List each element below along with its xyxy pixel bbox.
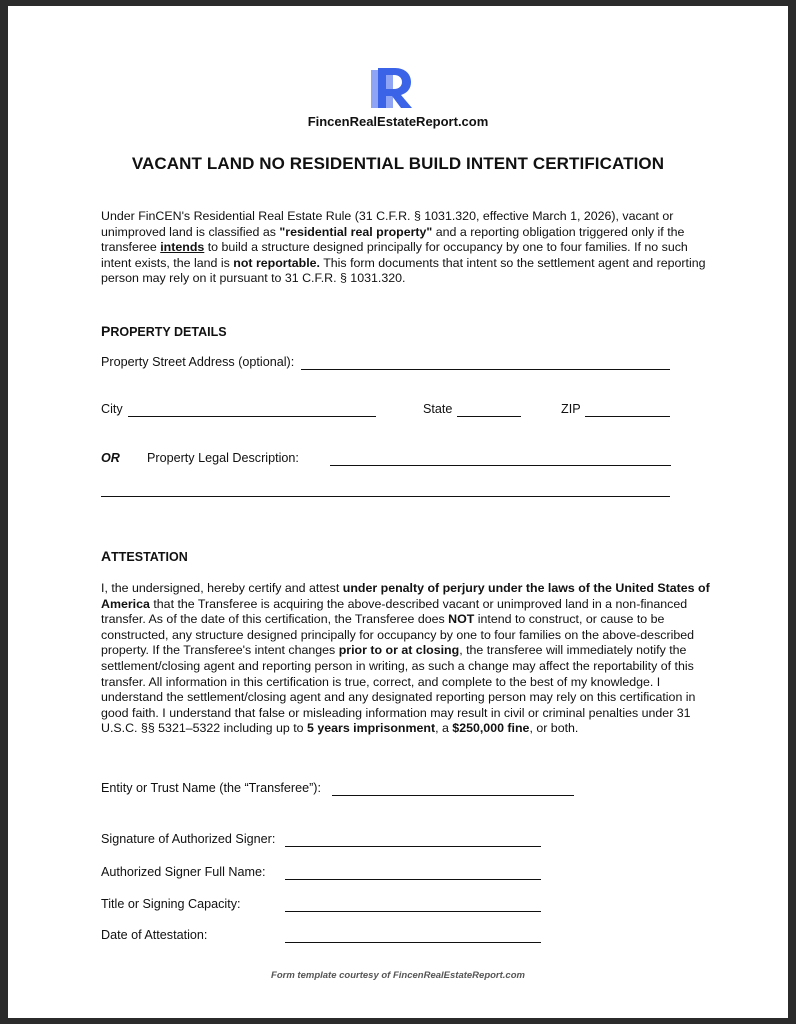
- attestation-date-field[interactable]: [285, 942, 541, 943]
- signing-capacity-label: Title or Signing Capacity:: [101, 897, 241, 911]
- signing-capacity-field[interactable]: [285, 911, 541, 912]
- state-label: State: [423, 402, 453, 416]
- street-address-label: Property Street Address (optional):: [101, 355, 295, 369]
- city-label: City: [101, 402, 123, 416]
- brand-logo-icon: [364, 64, 416, 110]
- legal-description-label: Property Legal Description:: [147, 451, 299, 465]
- entity-name-field[interactable]: [332, 795, 574, 796]
- state-field[interactable]: [457, 416, 521, 417]
- intro-paragraph: Under FinCEN's Residential Real Estate Rule (31 C.F.R. § 1031.320, effective March 1, 2026), vacant or unimproved land is classified as "residential real property" and a reporting obligation triggered only if the transferee intends to build a structure designed principally for occupancy by one to four families. If no such intent exists, the land is not reportable. This form documents that intent so the settlement agent and reporting person may rely on it pursuant to 31 C.F.R. § 1031.320.: [101, 209, 706, 286]
- street-address-field[interactable]: [301, 369, 670, 370]
- legal-description-field[interactable]: [330, 465, 671, 466]
- document-title: VACANT LAND NO RESIDENTIAL BUILD INTENT CERTIFICATION: [131, 154, 665, 173]
- legal-description-field-line-2[interactable]: [101, 496, 670, 497]
- signature-label: Signature of Authorized Signer:: [101, 832, 276, 846]
- brand-name: FincenRealEstateReport.com: [307, 114, 489, 129]
- attestation-paragraph: I, the undersigned, hereby certify and attest under penalty of perjury under the laws of the United States of America that the Transferee is acquiring the above-described vacant or unimproved land in a non-financed transfer. As of the date of this certification, the Transferee does NOT intend to construct, or cause to be constructed, any structure designed principally for occupancy by one to four families on the above-described property. If the Transferee's intent changes prior to or at closing, the transferee will immediately notify the settlement/closing agent and reporting person in writing, as such a change may affect the reportability of this transfer. All information in this certification is true, correct, and complete to the best of my knowledge. I understand the settlement/closing agent and any designated reporting person may rely on this certification in good faith. I understand that false or misleading information may result in civil or criminal penalties under 31 U.S.C. §§ 5321–5322 including up to 5 years imprisonment, a $250,000 fine, or both.: [101, 581, 710, 736]
- zip-field[interactable]: [585, 416, 670, 417]
- entity-name-label: Entity or Trust Name (the “Transferee”):: [101, 781, 321, 795]
- attestation-heading: ATTESTATION: [101, 548, 188, 564]
- signature-field[interactable]: [285, 846, 541, 847]
- attestation-date-label: Date of Attestation:: [101, 928, 208, 942]
- signer-full-name-field[interactable]: [285, 879, 541, 880]
- footer-credit: Form template courtesy of FincenRealEstateReport.com: [271, 970, 525, 981]
- zip-label: ZIP: [561, 402, 581, 416]
- or-label: OR: [101, 451, 120, 465]
- property-details-heading: PROPERTY DETAILS: [101, 323, 227, 339]
- signer-full-name-label: Authorized Signer Full Name:: [101, 865, 266, 879]
- city-field[interactable]: [128, 416, 376, 417]
